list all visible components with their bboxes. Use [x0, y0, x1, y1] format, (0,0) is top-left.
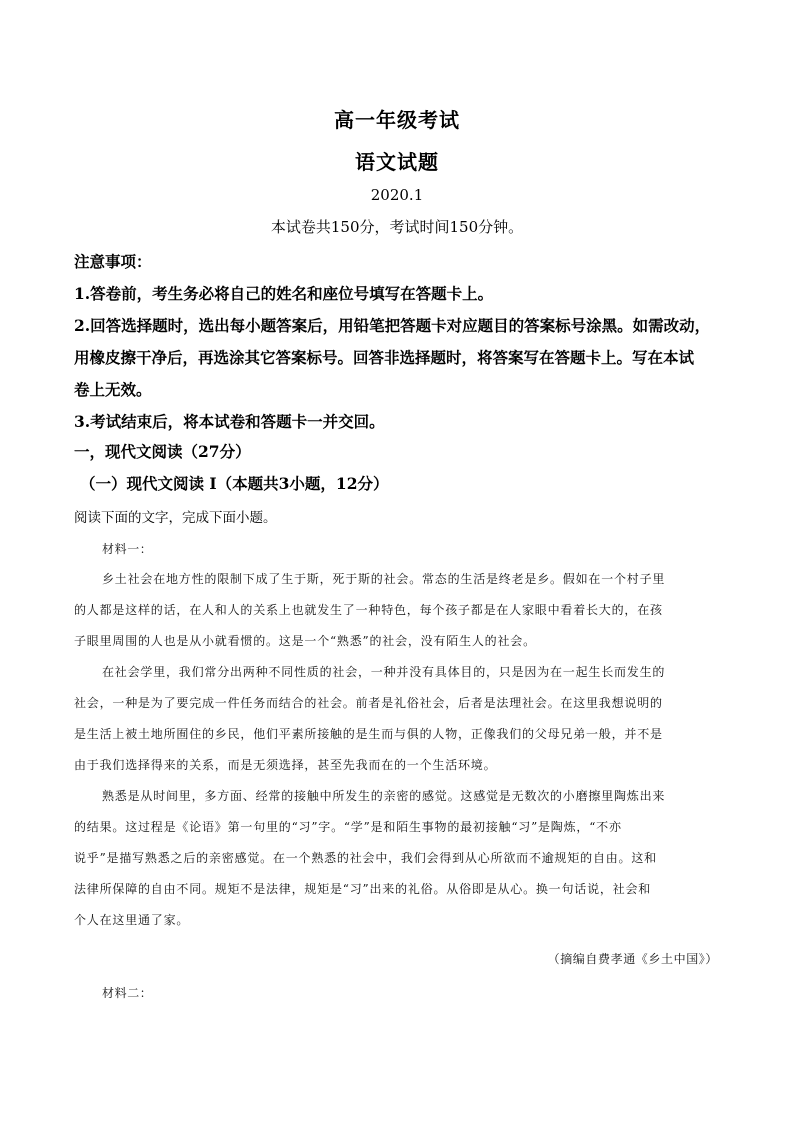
- section-title: 一，现代文阅读（27分）: [74, 442, 251, 461]
- notice-heading: 注意事项：: [74, 252, 152, 271]
- paragraph-line: 熟悉是从时间里，多方面、经常的接触中所发生的亲密的感觉。这感觉是无数次的小磨擦里陶炼出来: [102, 789, 666, 803]
- notice-item-3: 3.考试结束后，将本试卷和答题卡一并交回。: [74, 412, 385, 431]
- paragraph-line: 乡土社会在地方性的限制下成了生于斯，死于斯的社会。常态的生活是终老是乡。假如在一个村子里: [102, 572, 666, 586]
- section-subtitle: （一）现代文阅读 I（本题共3小题，12分）: [80, 474, 389, 493]
- paragraph-line: 是生活上被土地所囿住的乡民，他们平素所接触的是生而与俱的人物，正像我们的父母兄弟一般，并不是: [74, 727, 663, 741]
- notice-item-1: 1.答卷前，考生务必将自己的姓名和座位号填写在答题卡上。: [74, 284, 494, 303]
- material-1-paragraph-3: [74, 781, 720, 936]
- paragraph-line: 的结果。这过程是《论语》第一句里的“习”字。“学”是和陌生事物的最初接触“习”是陶炼，“不亦: [74, 820, 622, 834]
- paragraph-line: 个人在这里通了家。: [74, 913, 190, 927]
- paragraph-line: 社会，一种是为了要完成一件任务而结合的社会。前者是礼俗社会，后者是法理社会。在这里我想说明的: [74, 696, 663, 710]
- paragraph-line: 的人都是这样的话，在人和人的关系上也就发生了一种特色，每个孩子都是在人家眼中看着长大的，在孩: [74, 603, 663, 617]
- paragraph-line: 说乎”是描写熟悉之后的亲密感觉。在一个熟悉的社会中，我们会得到从心所欲而不逾规矩的自由。这和: [74, 851, 657, 865]
- material-2-label: 材料二：: [102, 986, 153, 1000]
- notice-item-2-line-3: 卷上无效。: [74, 380, 152, 399]
- material-1-paragraph-2: [74, 657, 720, 781]
- material-1-source: （摘编自费孝通《乡土中国》）: [547, 952, 718, 966]
- material-1-paragraph-1: [74, 564, 720, 657]
- material-1-label: 材料一：: [102, 542, 153, 556]
- reading-instruction: 阅读下面的文字，完成下面小题。: [74, 510, 277, 526]
- paragraph-line: 法律所保障的自由不同。规矩不是法律，规矩是“习”出来的礼俗。从俗即是从心。换一句话说，社会和: [74, 882, 652, 896]
- exam-date: 2020.1: [370, 186, 424, 204]
- paragraph-line: 在社会学里，我们常分出两种不同性质的社会，一种并没有具体目的，只是因为在一起生长而发生的: [102, 665, 666, 679]
- notice-item-2-line-2: 用橡皮擦干净后，再选涂其它答案标号。回答非选择题时，将答案写在答题卡上。写在本试: [74, 348, 695, 367]
- exam-title: 高一年级考试: [334, 108, 460, 132]
- paragraph-line: 由于我们选择得来的关系，而是无须选择，甚至先我而在的一个生活环境。: [74, 758, 497, 772]
- exam-subject: 语文试题: [355, 150, 439, 174]
- paragraph-line: 子眼里周围的人也是从小就看惯的。这是一个“熟悉”的社会，没有陌生人的社会。: [74, 634, 536, 648]
- exam-info: 本试卷共150分，考试时间150分钟。: [270, 218, 524, 236]
- notice-item-2-line-1: 2.回答选择题时，选出每小题答案后，用铅笔把答题卡对应题目的答案标号涂黑。如需改动，: [74, 316, 711, 335]
